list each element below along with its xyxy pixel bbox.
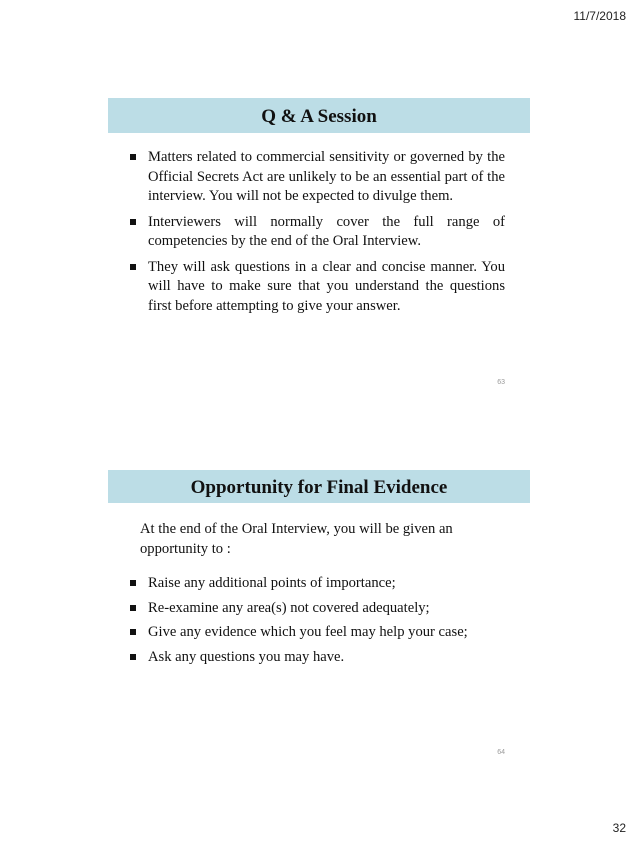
list-item (128, 623, 505, 643)
list-item (128, 148, 505, 207)
intro-text: At the end of the Oral Interview, you will be given an opportunity to : (140, 521, 453, 557)
square-bullet-icon (130, 264, 136, 270)
square-bullet-icon (130, 629, 136, 635)
list-item (128, 258, 505, 317)
bullet-text: Ask any questions you may have. (148, 648, 345, 665)
square-bullet-icon (130, 219, 136, 225)
slide-title: Opportunity for Final Evidence (108, 470, 530, 503)
bullet-text: Give any evidence which you feel may help your case; (148, 624, 468, 640)
list-item (128, 574, 505, 594)
slide-number: 64 (497, 749, 505, 756)
square-bullet-icon (130, 580, 136, 586)
slide-final-evidence (108, 470, 530, 770)
slide-number: 63 (497, 379, 505, 386)
bullet-text: Interviewers will normally cover the full range of competencies by the end of the Oral Interview. (148, 213, 505, 249)
square-bullet-icon (130, 154, 136, 160)
square-bullet-icon (130, 654, 136, 660)
list-item (128, 213, 505, 252)
page-number: 32 (612, 821, 626, 835)
slide-title: Q & A Session (108, 98, 530, 133)
bullet-text: Raise any additional points of importance; (148, 575, 396, 591)
list-item (128, 648, 505, 668)
bullet-text: Re-examine any area(s) not covered adequately; (148, 599, 430, 616)
list-item (128, 599, 505, 619)
bullet-list (128, 574, 505, 672)
slide-qa-session (108, 98, 530, 408)
square-bullet-icon (130, 605, 136, 611)
bullet-text: They will ask questions in a clear and concise manner. You will have to make sure that you understand the questions first before attempting to give your answer. (148, 258, 505, 314)
header-date: 11/7/2018 (573, 9, 626, 23)
bullet-text: Matters related to commercial sensitivity or governed by the Official Secrets Act are unlikely to be an essential part of the interview. You will not be expected to divulge them. (148, 149, 505, 204)
bullet-list (128, 148, 505, 322)
